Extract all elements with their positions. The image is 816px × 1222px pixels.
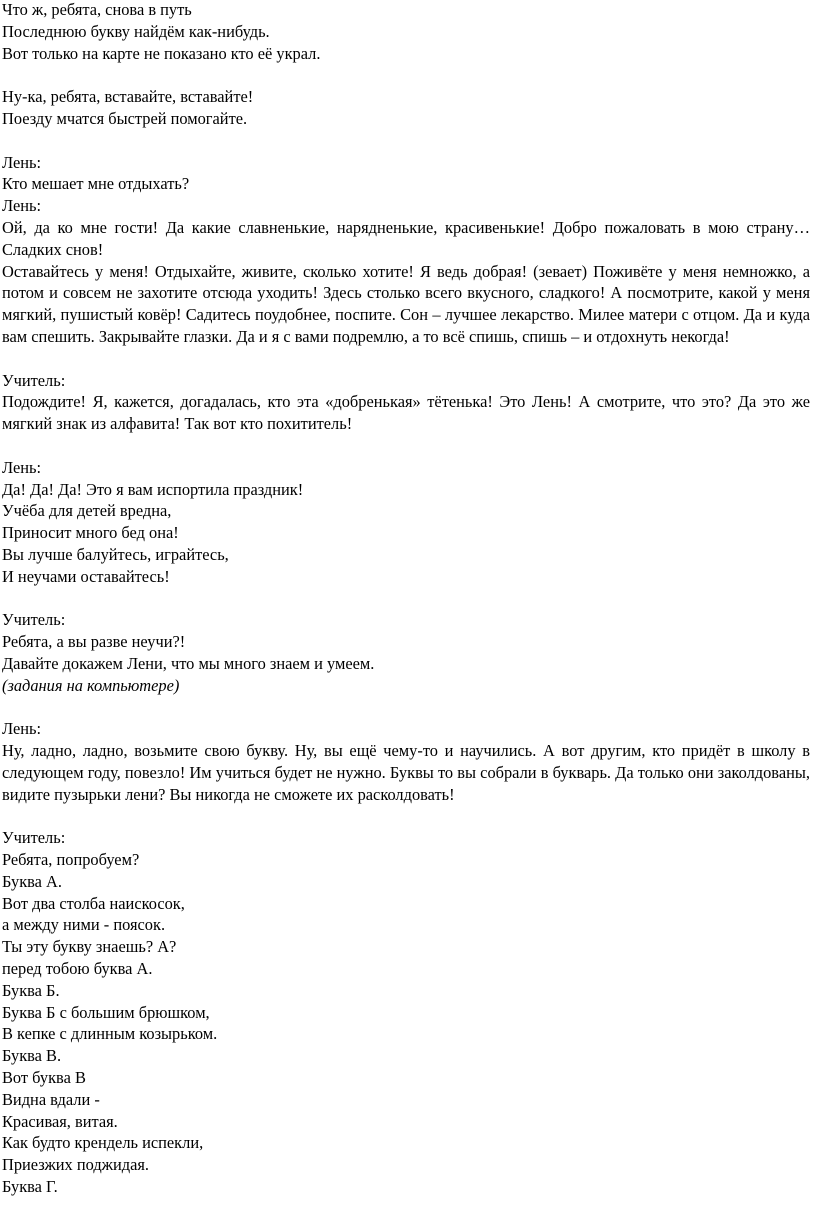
text-line: Ребята, а вы разве неучи?! (2, 632, 186, 652)
text-line: Видна вдали - (2, 1089, 100, 1109)
speaker-label: Лень: (2, 196, 42, 216)
text-line: Буква Б. (2, 980, 60, 1000)
teacher-replica-2 (2, 609, 810, 696)
text-line: Приносит много бед она! (2, 523, 179, 543)
speaker-label: Лень: (2, 152, 42, 172)
text-line: Последнюю букву найдём как-нибудь. (2, 21, 270, 41)
text-line: И неучами оставайтесь! (2, 566, 170, 586)
len-replica-4 (2, 718, 810, 805)
blank-line (2, 697, 810, 719)
paragraph: Подождите! Я, кажется, догадалась, кто эта «добренькая» тётенька! Это Лень! А смотрите, что это? Да это же мягкий знак из алфавита! Так вот кто похититель! (2, 392, 810, 434)
text-line: Учёба для детей вредна, (2, 501, 172, 521)
text-line: Вот только на карте не показано кто её украл. (2, 43, 321, 63)
paragraph: Оставайтесь у меня! Отдыхайте, живите, сколько хотите! Я ведь добрая! (зевает) Поживёте у меня немножко, а потом и совсем не захотите отсюда уходить! Здесь столько всего вкусного, сладкого! А посмотрите, какой у меня мягкий, пушистый ковёр! Садитесь поудобнее, поспите. Сон – лучшее лекарство. Милее матери с отцом. Да и куда вам спешить. Закрывайте глазки. Да и я с вами подремлю, а то всё спишь, спишь – и отдохнуть некогда! (2, 261, 810, 346)
text-line: Приезжих поджидая. (2, 1155, 150, 1175)
text-line: Поезду мчатся быстрей помогайте. (2, 108, 248, 128)
text-line: В кепке с длинным козырьком. (2, 1024, 218, 1044)
text-line: Вот буква В (2, 1068, 86, 1088)
text-line: Ты эту букву знаешь? А? (2, 937, 177, 957)
intro-stanza (2, 0, 810, 64)
len-replica-2 (2, 195, 810, 348)
paragraph: Ну, ладно, ладно, возьмите свою букву. Ну, вы ещё чему-то и научились. А вот другим, кто придёт в школу в следующем году, повезло! Им учиться будет не нужно. Буквы то вы собрали в букварь. Да только они заколдованы, видите пузырьки лени? Вы никогда не сможете их расколдовать! (2, 741, 810, 804)
text-line: Да! Да! Да! Это я вам испортила праздник! (2, 479, 304, 499)
text-line: Красивая, витая. (2, 1111, 118, 1131)
speaker-label: Учитель: (2, 828, 66, 848)
text-line: а между ними - поясок. (2, 915, 166, 935)
teacher-replica-1 (2, 370, 810, 435)
call-stanza (2, 86, 810, 130)
text-line: Буква А. (2, 871, 62, 891)
text-line: перед тобою буква А. (2, 959, 153, 979)
text-line: Давайте докажем Лени, что мы много знаем и умеем. (2, 653, 375, 673)
text-line: Что ж, ребята, снова в путь (2, 0, 192, 19)
teacher-replica-3 (2, 827, 810, 1198)
text-line: Вот два столба наискосок, (2, 893, 185, 913)
text-line: Буква В. (2, 1046, 62, 1066)
text-line: Как будто крендель испекли, (2, 1133, 204, 1153)
speaker-label: Учитель: (2, 370, 66, 390)
text-line: Ребята, попробуем? (2, 850, 140, 870)
speaker-label: Лень: (2, 719, 42, 739)
text-line: Ну-ка, ребята, вставайте, вставайте! (2, 87, 254, 107)
paragraph: Ой, да ко мне гости! Да какие славненькие, нарядненькие, красивенькие! Добро пожаловать в мою страну… Сладких снов! (2, 217, 810, 259)
blank-line (2, 64, 810, 86)
text-line: Буква Г. (2, 1177, 58, 1197)
blank-line (2, 435, 810, 457)
blank-line (2, 805, 810, 827)
speaker-label: Учитель: (2, 610, 66, 630)
text-line: Буква Б с большим брюшком, (2, 1002, 210, 1022)
len-replica-3 (2, 457, 810, 588)
blank-line (2, 130, 810, 152)
blank-line (2, 348, 810, 370)
text-line: Кто мешает мне отдыхать? (2, 174, 190, 194)
text-line: Вы лучше балуйтесь, играйтесь, (2, 544, 229, 564)
len-replica-1 (2, 152, 810, 196)
speaker-label: Лень: (2, 457, 42, 477)
blank-line (2, 588, 810, 610)
stage-note: (задания на компьютере) (2, 675, 180, 695)
